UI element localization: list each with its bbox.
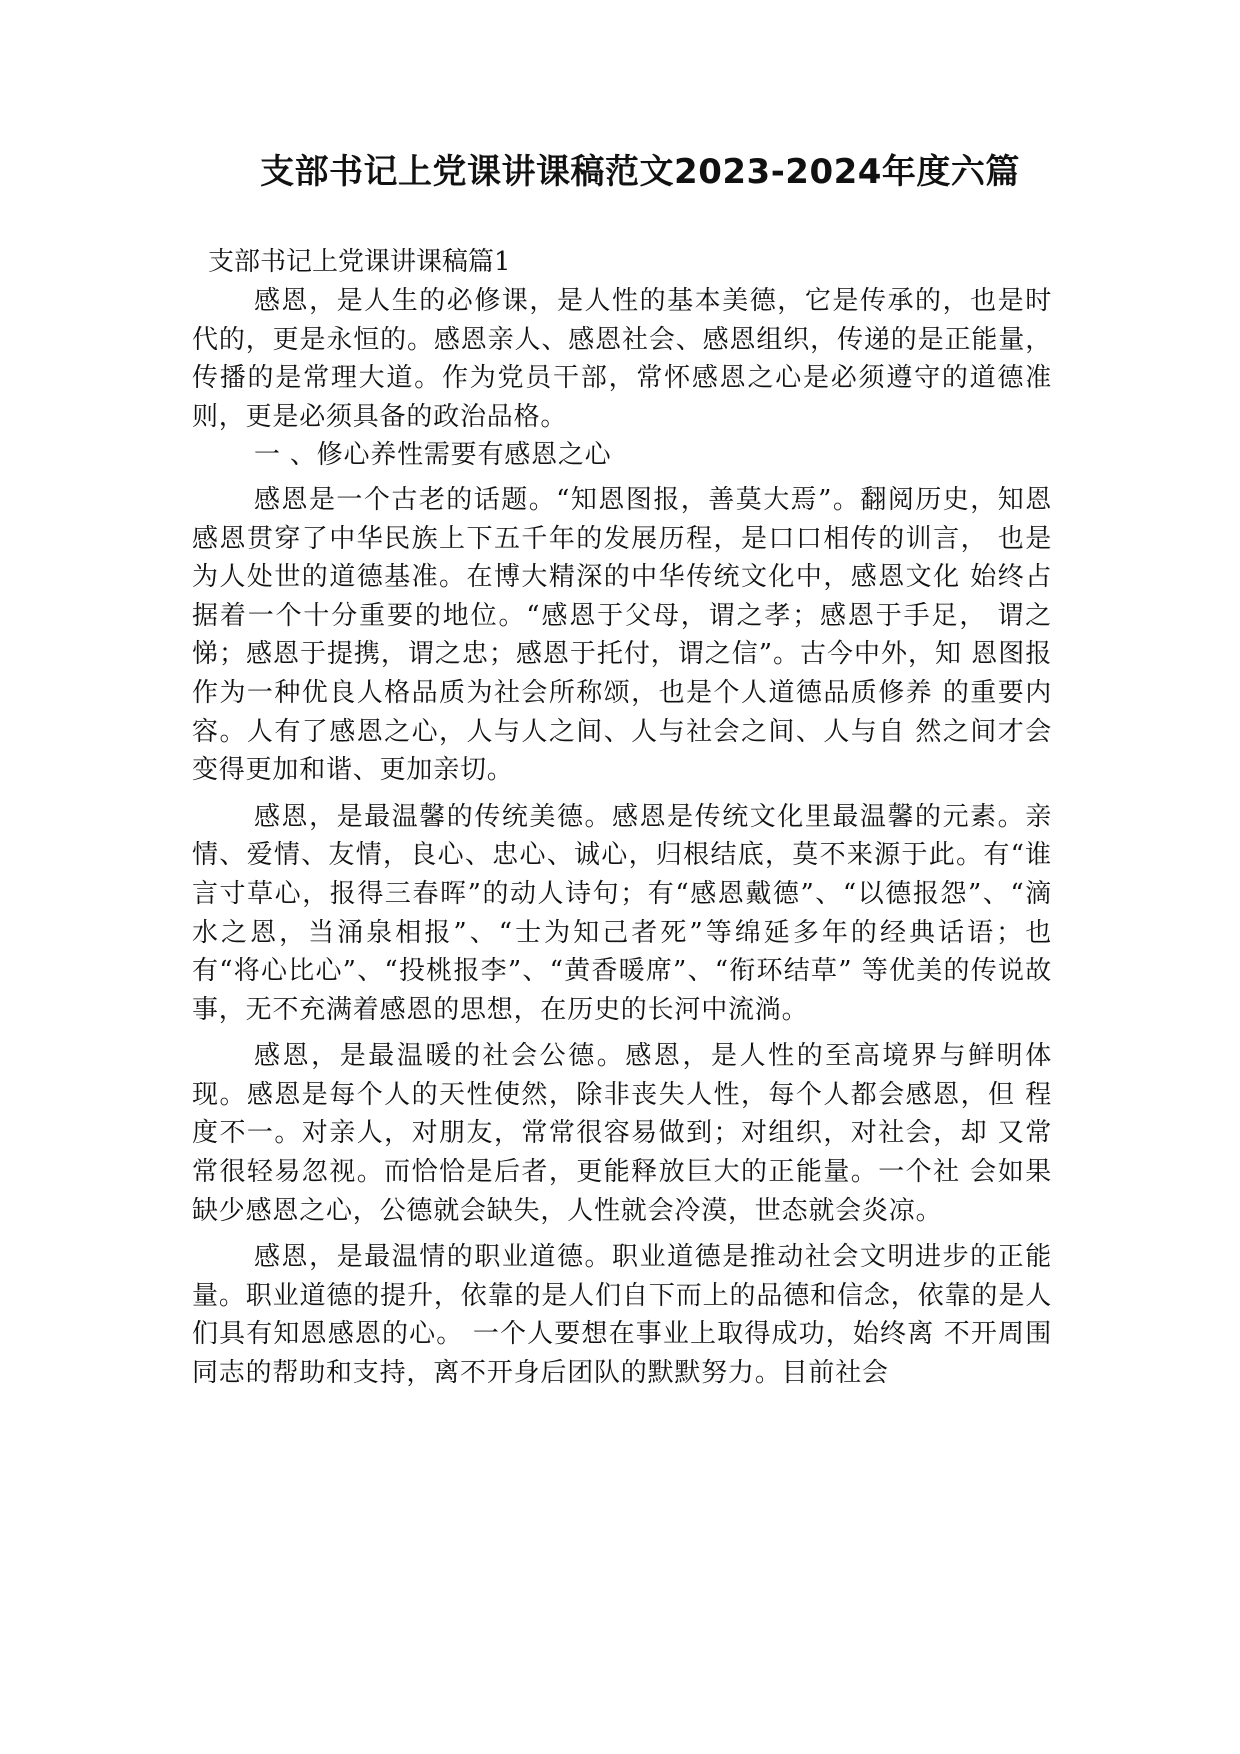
document-body <box>192 282 1052 1401</box>
paragraph-social-morality: 感恩，是最温暖的社会公德。感恩，是人性的至高境界与鲜明体现。感恩是每个人的天性使然，除非丧失人性，每个人都会感恩，但 程度不一。对亲人，对朋友，常常很容易做到；对组织，对社会，却 又常常很轻易忽视。而恰恰是后者，更能释放巨大的正能量。一个社 会如果缺少感恩之心，公德就会缺失，人性就会冷漠，世态就会炎凉。 <box>192 1041 1052 1226</box>
paragraph-ancient-topic: 感恩是一个古老的话题。“知恩图报，善莫大焉”。翻阅历史，知恩感恩贯穿了中华民族上下五千年的发展历程，是口口相传的训言， 也是为人处世的道德基准。在博大精深的中华传统文化中，感恩文化 始终占据着一个十分重要的地位。“感恩于父母，谓之孝；感恩于手足， 谓之悌；感恩于提携，谓之忠；感恩于托付，谓之信”。古今中外，知 恩图报作为一种优良人格品质为社会所称颂，也是个人道德品质修养 的重要内容。人有了感恩之心，人与人之间、人与社会之间、人与自 然之间才会变得更加和谐、更加亲切。 <box>192 484 1052 786</box>
paragraph-professional-ethics: 感恩，是最温情的职业道德。职业道德是推动社会文明进步的正能量。职业道德的提升，依靠的是人们自下而上的品德和信念，依靠的是人们具有知恩感恩的心。 一个人要想在事业上取得成功，始终离 不开周围同志的帮助和支持，离不开身后团队的默默努力。目前社会 <box>192 1242 1052 1389</box>
paragraph-traditional-virtue: 感恩，是最温馨的传统美德。感恩是传统文化里最温馨的元素。亲情、爱情、友情，良心、忠心、诚心，归根结底，莫不来源于此。有“谁言寸草心，报得三春晖”的动人诗句；有“感恩戴德”、“以德报怨”、“滴水之恩，当涌泉相报”、“士为知己者死”等绵延多年的经典话语；也有“将心比心”、“投桃报李”、“黄香暖席”、“衔环结草” 等优美的传说故事，无不充满着感恩的思想，在历史的长河中流淌。 <box>192 801 1052 1025</box>
paragraph-intro: 感恩，是人生的必修课，是人性的基本美德，它是传承的，也是时代的，更是永恒的。感恩亲人、感恩社会、感恩组织，传递的是正能量，传播的是常理大道。作为党员干部，常怀感恩之心是必须遵守的道德准则，更是必须具备的政治品格。 <box>192 286 1052 432</box>
section-heading: 支部书记上党课讲课稿篇1 <box>208 247 511 277</box>
subheading-1: 一 、修心养性需要有感恩之心 <box>254 440 612 471</box>
document-title: 支部书记上党课讲课稿范文2023-2024年度六篇 <box>260 152 1020 192</box>
